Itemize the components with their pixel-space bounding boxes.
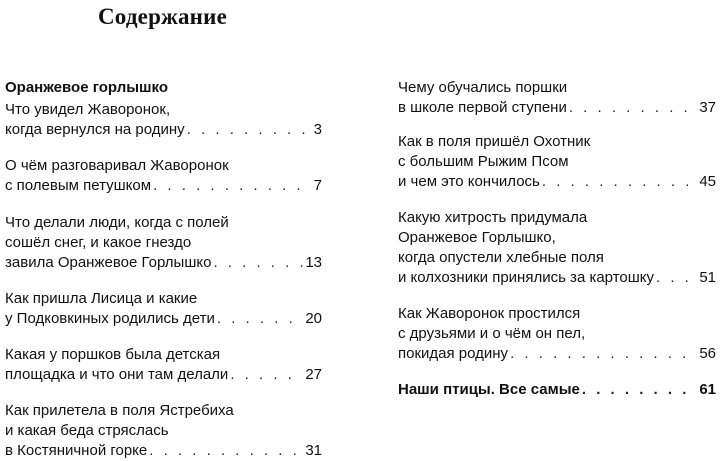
toc-entry[interactable] bbox=[5, 213, 322, 273]
entry-line: покидая родину bbox=[398, 345, 509, 362]
entry-line: Оранжевое Горлышко, bbox=[398, 229, 556, 246]
dot-leader bbox=[153, 176, 312, 196]
toc-entry[interactable] bbox=[5, 289, 322, 329]
entry-line: и какая беда стряслась bbox=[5, 422, 169, 439]
entry-last-line bbox=[398, 268, 716, 288]
page-number: 13 bbox=[305, 254, 322, 271]
dot-leader bbox=[656, 268, 697, 288]
page-number: 3 bbox=[313, 121, 322, 138]
entry-line: с полевым петушком bbox=[5, 177, 152, 194]
page-number: 20 bbox=[305, 310, 322, 327]
toc-entry[interactable] bbox=[5, 156, 322, 196]
section-heading: Оранжевое горлышко bbox=[5, 79, 169, 96]
page-number: 56 bbox=[699, 345, 716, 362]
page-title: Содержание bbox=[98, 4, 227, 29]
entry-last-line bbox=[5, 176, 322, 196]
entry-last-line bbox=[5, 365, 322, 385]
toc-entry[interactable] bbox=[5, 100, 322, 140]
page-number: 61 bbox=[699, 381, 716, 398]
entry-last-line bbox=[5, 309, 322, 329]
toc-entry[interactable] bbox=[398, 132, 716, 192]
entry-line: и колхозники принялись за картошку bbox=[398, 269, 655, 286]
entry-line: Что увидел Жаворонок, bbox=[5, 101, 171, 118]
dot-leader bbox=[230, 365, 303, 385]
entry-line: завила Оранжевое Горлышко bbox=[5, 254, 212, 271]
entry-last-line bbox=[398, 98, 716, 118]
entry-line: Какую хитрость придумала bbox=[398, 209, 588, 226]
dot-leader bbox=[187, 120, 312, 140]
toc-entry[interactable] bbox=[5, 345, 322, 385]
entry-line: в Костяничной горке bbox=[5, 442, 148, 459]
toc-left-column bbox=[5, 78, 322, 461]
entry-line: Что делали люди, когда с полей bbox=[5, 214, 229, 231]
dot-leader bbox=[569, 98, 697, 118]
dot-leader bbox=[510, 344, 697, 364]
entry-line: и чем это кончилось bbox=[398, 173, 540, 190]
entry-last-line bbox=[5, 253, 322, 273]
page-number: 45 bbox=[699, 173, 716, 190]
entry-last-line bbox=[5, 120, 322, 140]
page-number: 27 bbox=[305, 366, 322, 383]
dot-leader bbox=[582, 380, 697, 400]
entry-line: Как пришла Лисица и какие bbox=[5, 290, 198, 307]
entry-line: Какая у поршков была детская bbox=[5, 346, 221, 363]
entry-line: в школе первой ступени bbox=[398, 99, 567, 116]
entry-line: сошёл снег, и какое гнездо bbox=[5, 234, 192, 251]
entry-line: Чему обучались поршки bbox=[398, 79, 568, 96]
entry-line: О чём разговаривал Жаворонок bbox=[5, 157, 229, 174]
dot-leader bbox=[149, 441, 303, 461]
entry-line: когда опустели хлебные поля bbox=[398, 249, 604, 266]
dot-leader bbox=[542, 172, 697, 192]
entry-line: с большим Рыжим Псом bbox=[398, 153, 569, 170]
entry-line: Как в поля пришёл Охотник bbox=[398, 133, 591, 150]
page-number: 37 bbox=[699, 99, 716, 116]
entry-line: у Подковкиных родились дети bbox=[5, 310, 215, 327]
entry-line: с друзьями и о чём он пел, bbox=[398, 325, 586, 342]
page-number: 7 bbox=[313, 177, 322, 194]
entry-last-line bbox=[398, 344, 716, 364]
toc-entry[interactable] bbox=[398, 304, 716, 364]
entry-line: Как прилетела в поля Ястребиха bbox=[5, 402, 234, 419]
dot-leader bbox=[213, 253, 303, 273]
entry-last-line bbox=[398, 380, 716, 400]
toc-entry[interactable] bbox=[398, 208, 716, 288]
entry-line: Как Жаворонок простился bbox=[398, 305, 581, 322]
toc-entry[interactable] bbox=[5, 401, 322, 461]
toc-entry[interactable] bbox=[398, 78, 716, 118]
entry-last-line bbox=[398, 172, 716, 192]
dot-leader bbox=[217, 309, 303, 329]
entry-last-line bbox=[5, 441, 322, 461]
toc-right-column bbox=[398, 78, 716, 400]
entry-line: площадка и что они там делали bbox=[5, 366, 229, 383]
page-number: 51 bbox=[699, 269, 716, 286]
page-number: 31 bbox=[305, 442, 322, 459]
entry-line: Наши птицы. Все самые bbox=[398, 381, 580, 398]
toc-entry[interactable] bbox=[398, 380, 716, 400]
entry-line: когда вернулся на родину bbox=[5, 121, 185, 138]
